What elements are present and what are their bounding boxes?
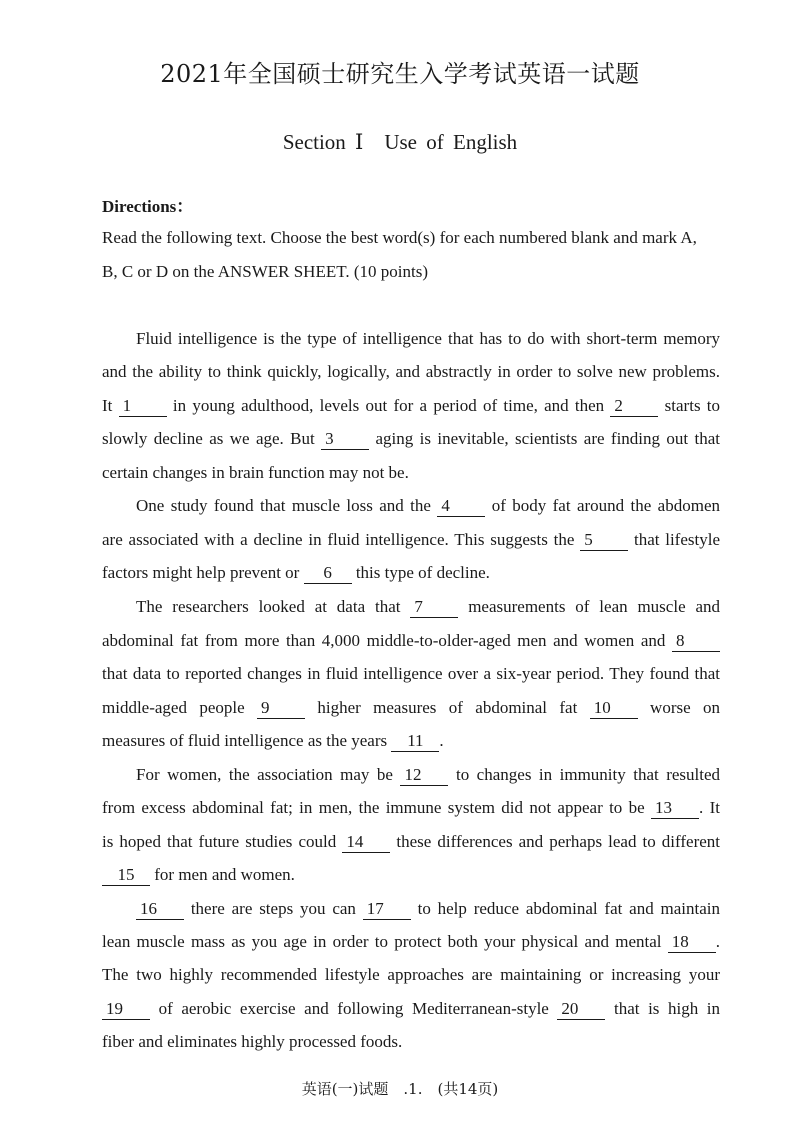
- passage-line: [102, 662, 720, 686]
- passage-text: higher measures of abdominal fat: [317, 698, 578, 717]
- passage-text: It: [102, 396, 113, 415]
- passage-text: lean muscle mass as you age in order to protect both your physical and mental: [102, 932, 662, 951]
- passage-text: that data to reported changes in fluid intelligence over a six-year period. They found that: [102, 664, 720, 683]
- passage-text: that lifestyle: [633, 530, 720, 549]
- exam-title: 2021年全国硕士研究生入学考试英语一试题: [160, 60, 640, 88]
- blank-7: 7: [410, 597, 458, 618]
- passage-text: of body fat around the abdomen: [491, 496, 720, 515]
- passage-line: [102, 863, 720, 887]
- passage-text: worse on: [650, 698, 721, 717]
- passage-line: [102, 394, 720, 418]
- passage-text: to help reduce abdominal fat and maintain: [417, 899, 721, 918]
- passage-text: .: [439, 731, 444, 750]
- instructions-line-2: B, C or D on the ANSWER SHEET. (10 points): [102, 262, 428, 281]
- passage-text: and the ability to think quickly, logically, and abstractly in order to solve new problems.: [102, 362, 720, 381]
- passage-text: from excess abdominal fat; in men, the immune system did not appear to be: [102, 798, 645, 817]
- passage-text: measures of fluid intelligence as the years: [102, 731, 388, 750]
- passage-line: [102, 796, 720, 820]
- passage-text: that is high in: [614, 999, 720, 1018]
- passage-text: One study found that muscle loss and the: [136, 496, 431, 515]
- passage-text: fiber and eliminates highly processed foods.: [102, 1032, 403, 1051]
- blank-4: 4: [437, 496, 485, 517]
- passage-line: [102, 930, 720, 954]
- passage-line: [136, 897, 720, 921]
- blank-8: 8: [672, 631, 720, 652]
- passage-text: certain changes in brain function may not be.: [102, 463, 409, 482]
- blank-10: 10: [590, 698, 638, 719]
- directions-label: Directions：: [102, 197, 194, 216]
- passage-line: [136, 763, 720, 787]
- passage-text: these differences and perhaps lead to different: [396, 832, 721, 851]
- passage-text: middle-aged people: [102, 698, 245, 717]
- passage-text: slowly decline as we age. But: [102, 429, 315, 448]
- blank-5: 5: [580, 530, 628, 551]
- passage-line: [102, 696, 720, 720]
- blank-17: 17: [363, 899, 411, 920]
- passage-text: The researchers looked at data that: [136, 597, 401, 616]
- blank-2: 2: [610, 396, 658, 417]
- passage-text: Fluid intelligence is the type of intelligence that has to do with short-term memory: [136, 329, 720, 348]
- passage-text: is hoped that future studies could: [102, 832, 337, 851]
- passage-line: [102, 360, 720, 384]
- passage-text: of aerobic exercise and following Mediterranean-style: [158, 999, 549, 1018]
- passage-text: For women, the association may be: [136, 765, 393, 784]
- passage-text: abdominal fat from more than 4,000 middle-to-older-aged men and women and: [102, 631, 666, 650]
- blank-11: 11: [391, 731, 439, 752]
- instructions-line-1: Read the following text. Choose the best word(s) for each numbered blank and mark A,: [102, 228, 697, 247]
- passage-line: [102, 963, 720, 987]
- passage-line: [136, 494, 720, 518]
- blank-14: 14: [342, 832, 390, 853]
- passage-text: The two highly recommended lifestyle approaches are maintaining or increasing your: [102, 965, 720, 984]
- blank-15: 15: [102, 865, 150, 886]
- passage-line: [102, 729, 720, 753]
- passage-text: for men and women.: [154, 865, 295, 884]
- passage-text: . It: [699, 798, 721, 817]
- passage-text: in young adulthood, levels out for a period of time, and then: [172, 396, 605, 415]
- blank-1: 1: [119, 396, 167, 417]
- passage-text: .: [715, 932, 721, 951]
- passage-text: starts to: [664, 396, 721, 415]
- passage-line: [102, 461, 720, 485]
- passage-text: to changes in immunity that resulted: [455, 765, 721, 784]
- blank-9: 9: [257, 698, 305, 719]
- page-footer: 英语(一)试题 .1. (共14页): [301, 1080, 499, 1098]
- blank-16: 16: [136, 899, 184, 920]
- passage-line: [102, 629, 720, 653]
- passage-text: factors might help prevent or: [102, 563, 300, 582]
- passage-line: [102, 997, 720, 1021]
- passage-text: there are steps you can: [190, 899, 356, 918]
- passage-line: [102, 1030, 720, 1054]
- blank-18: 18: [668, 932, 716, 953]
- blank-3: 3: [321, 429, 369, 450]
- passage-line: [102, 528, 720, 552]
- passage-text: measurements of lean muscle and: [468, 597, 721, 616]
- passage-line: [102, 830, 720, 854]
- passage-line: [136, 595, 720, 619]
- passage-text: aging is inevitable, scientists are finding out that: [375, 429, 721, 448]
- passage-text: are associated with a decline in fluid intelligence. This suggests the: [102, 530, 575, 549]
- blank-12: 12: [400, 765, 448, 786]
- passage-line: [102, 427, 720, 451]
- section-heading: Section Ⅰ Use of English: [282, 130, 518, 154]
- blank-19: 19: [102, 999, 150, 1020]
- passage-text: this type of decline.: [355, 563, 490, 582]
- blank-13: 13: [651, 798, 699, 819]
- blank-20: 20: [557, 999, 605, 1020]
- passage-line: [136, 327, 720, 351]
- blank-6: 6: [304, 563, 352, 584]
- passage-line: [102, 561, 720, 585]
